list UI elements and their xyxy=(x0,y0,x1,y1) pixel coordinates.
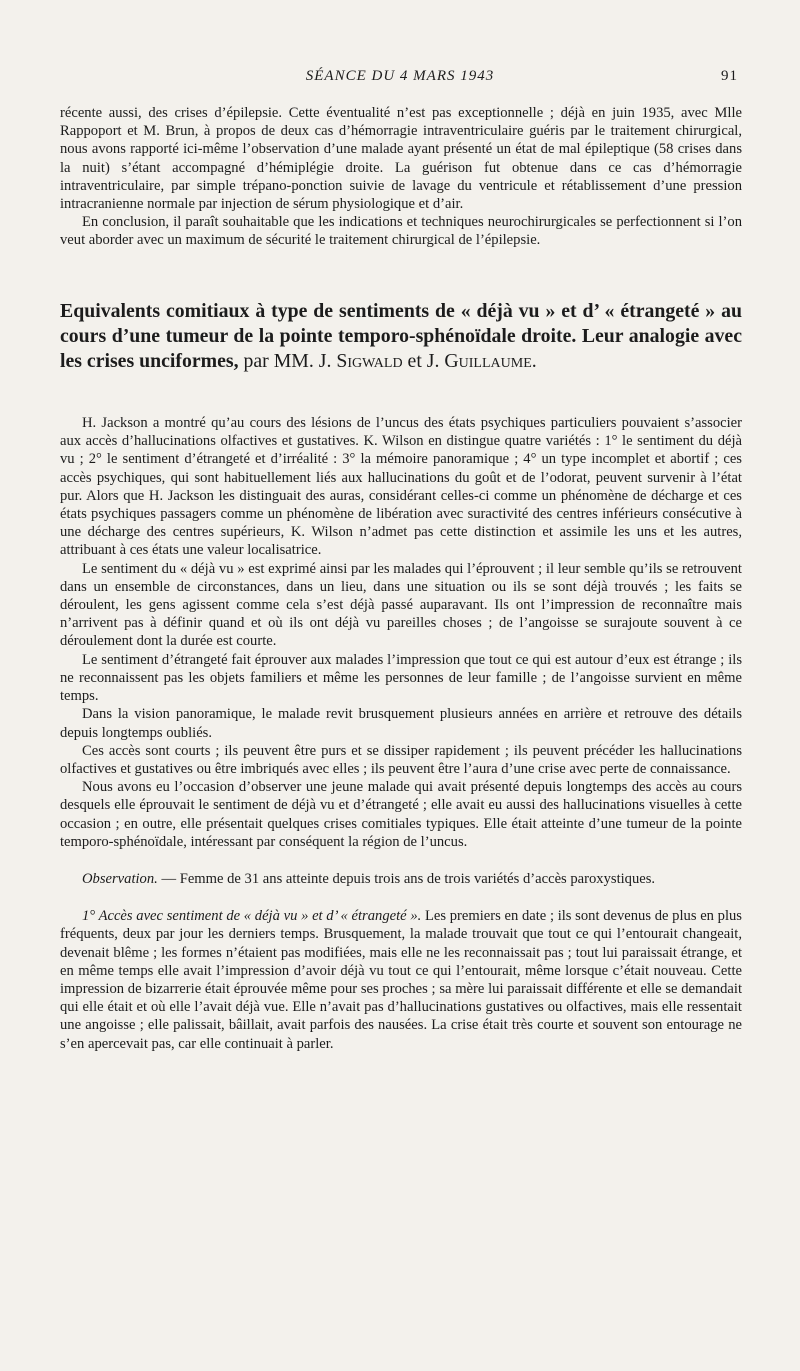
body-paragraph: Ces accès sont courts ; ils peuvent être purs et se dissiper rapidement ; ils peuvent précéder les hallucinations olfactives et gustatives ou être imbriqués avec elles ; ils peuvent être l’aura d’une crise avec perte de connaissance. xyxy=(60,742,742,777)
article-title xyxy=(60,299,742,374)
access-text: Les premiers en date ; ils sont devenus de plus en plus fréquents, deux par jour les derniers temps. Brusquement, la malade trouvait que tout ce qui l’entourait changeait, devenait blême ; les formes n’étaient pas modifiées, mais elle ne les reconnaissait pas ; tout lui paraissait étrange, et en même temps elle avait l’impression d’avoir déjà vu tout ce qui l’entourait, même lorsque c’était nouveau. Cette impression de bizarrerie était éprouvée même pour ses proches ; sa mère lui paraissait différente et elle se demandait qui elle était et où elle l’avait déjà vue. Elle n’avait pas d’hallucinations gustatives ou olfactives, mais elle ressentait une angoisse ; elle palissait, bâillait, avait parfois des nausées. La crise était très courte et souvent son entourage ne s’en apercevait pas, car elle continuait à parler. xyxy=(60,908,742,1052)
article-title-text: Equivalents comitiaux à type de sentiments de « déjà vu » et d’ « étrangeté » au cours d’une tumeur de la pointe temporo-sphénoïdale droite. Leur analogie avec les crises unciformes, xyxy=(60,299,742,372)
author-guillaume: Guillaume xyxy=(444,349,532,372)
observation-label: Observation. xyxy=(82,870,158,887)
byline-suffix: . xyxy=(531,349,537,372)
spacer xyxy=(60,888,742,907)
body-paragraph: Nous avons eu l’occasion d’observer une jeune malade qui avait présenté depuis longtemps des accès au cours desquels elle éprouvait le sentiment de déjà vu et d’étrangeté ; elle avait eu aussi des hallucinations visuelles à cette occasion ; en outre, elle présentait quelques crises comitiales typiques. Elle était atteinte d’une tumeur de la pointe temporo-sphénoïdale, intéressant par conséquent la région de l’uncus. xyxy=(60,779,742,850)
article-byline xyxy=(244,350,537,372)
observation-text: — Femme de 31 ans atteinte depuis trois ans de trois variétés d’accès paroxystiques. xyxy=(157,870,656,887)
continued-paragraph: récente aussi, des crises d’épilepsie. Cette éventualité n’est pas exceptionnelle ; déjà en juin 1935, avec Mlle Rappoport et M. Brun, à propos de deux cas d’hémorragie intraventriculaire guéris par le traitement chirurgical, nous avons rapporté ici-même l’observation d’une malade ayant présenté un état de mal épileptique (58 crises dans la nuit) s’étant accompagné d’hémiplégie droite. La guérison fut obtenue dans ce cas d’hémorragie intraventriculaire, par simple trépano-ponction suivie de lavage du ventricule et rétablissement d’une pression intracranienne normale par injection de sérum physiologique et d’air. xyxy=(60,105,742,213)
page-number: 91 xyxy=(721,68,738,84)
access-paragraph xyxy=(60,907,742,1053)
byline-prefix: par MM. J. xyxy=(243,349,337,372)
byline-mid: et J. xyxy=(402,349,445,372)
body-paragraph: Le sentiment d’étrangeté fait éprouver aux malades l’impression que tout ce qui est autour d’eux est étrange ; ils ne reconnaissent pas les objets familiers et même les personnes de leur famille ; de l’angoisse survient en même temps. xyxy=(60,651,742,705)
body-paragraph: H. Jackson a montré qu’au cours des lésions de l’uncus des états psychiques particuliers pouvaient s’associer aux accès d’hallucinations olfactives et gustatives. K. Wilson en distingue quatre variétés : 1° le sentiment du déjà vu ; 2° le sentiment d’étrangeté et d’irréalité : 3° la mémoire panoramique ; 4° un type incomplet et abortif ; ces accès psychiques, qui sont habituellement liés aux hallucinations du goût et de l’odorat, peuvent survenir à l’état pur. Alors que H. Jackson les distinguait des auras, considérant celles-ci comme un phénomène de décharge et ces états psychiques passagers comme un phénomène de libération avec suractivité des centres inférieurs consécutive à une décharge des centres supérieurs, K. Wilson n’admet pas cette distinction et assimile les uns et les autres, attribuant à ces états une valeur localisatrice. xyxy=(60,415,742,559)
page-header xyxy=(60,68,740,90)
page-body xyxy=(60,104,742,1053)
spacer xyxy=(60,851,742,870)
access-label: 1° Accès avec sentiment de « déjà vu » et d’ « étrangeté ». xyxy=(82,908,422,925)
spacer xyxy=(60,390,742,414)
body-paragraph: Dans la vision panoramique, le malade revit brusquement plusieurs années en arrière et retrouve des détails depuis longtemps oubliés. xyxy=(60,706,742,741)
running-title: SÉANCE DU 4 MARS 1943 xyxy=(305,68,495,84)
conclusion-paragraph: En conclusion, il paraît souhaitable que les indications et techniques neurochirurgicales se perfectionnent si l’on veut aborder avec un maximum de sécurité le traitement chirurgical de l’épilepsie. xyxy=(60,214,742,249)
observation-paragraph xyxy=(60,870,742,888)
author-sigwald: Sigwald xyxy=(336,349,403,372)
body-paragraph: Le sentiment du « déjà vu » est exprimé ainsi par les malades qui l’éprouvent ; il leur semble qu’ils se retrouvent dans un ensemble de circonstances, dans un lieu, dans une situation ou ils se sont déjà trouvés ; les faits se déroulent, les gens agissent comme cela s’est déjà passé auparavant. Ils ont l’impression de reconnaître mais n’arrivent pas à définir quand et où ils ont déjà vu pareilles choses ; de l’angoisse se surajoute souvent à ce déroulement dont la durée est courte. xyxy=(60,560,742,650)
